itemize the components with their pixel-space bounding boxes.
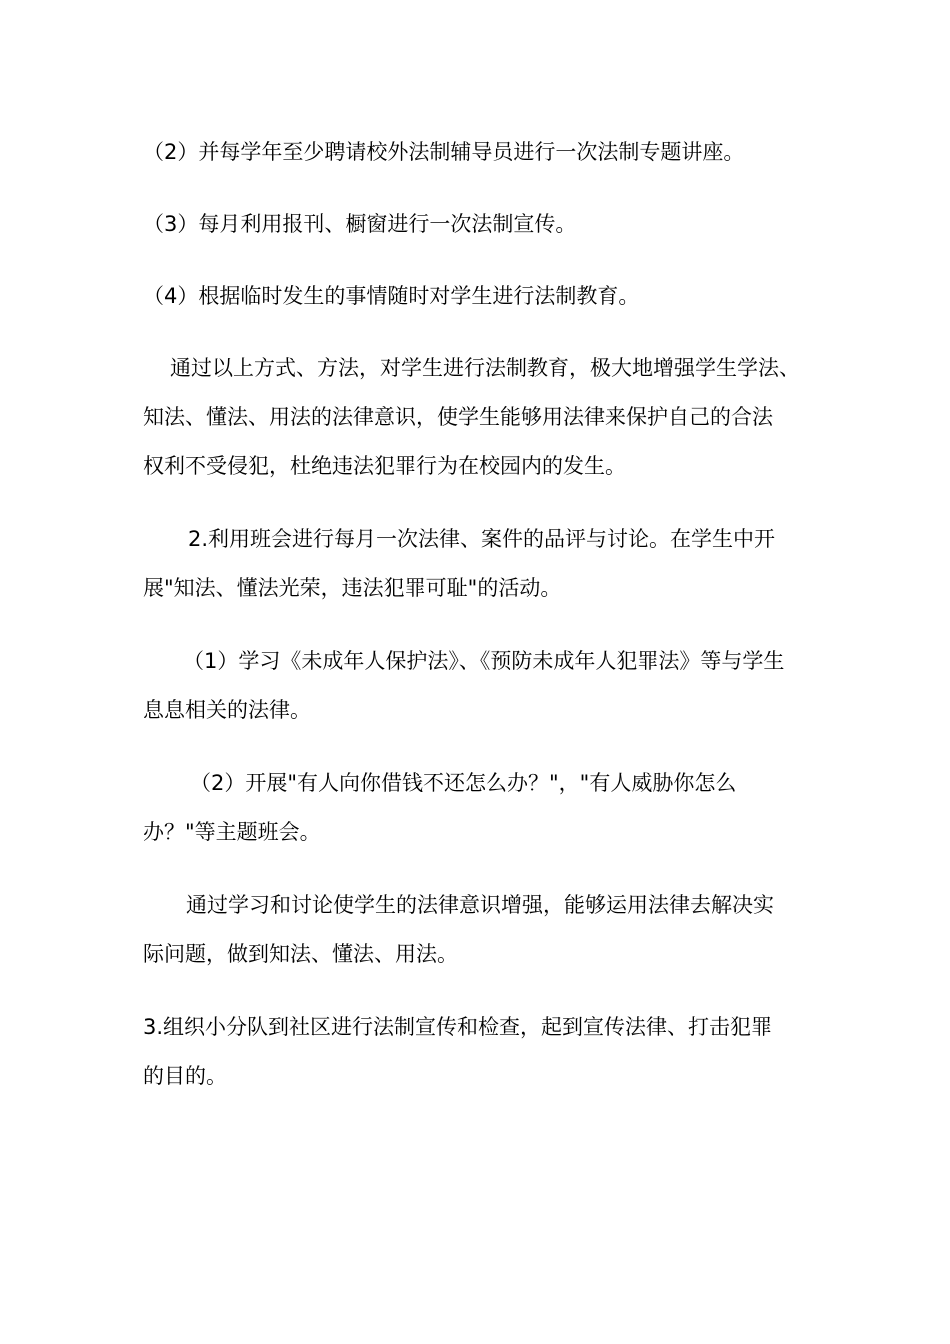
paragraph-line: （1）学习《未成年人保护法》、《预防未成年人犯罪法》等与学生 [183,649,785,673]
paragraph-line: 息息相关的法律。 [143,698,311,722]
paragraph-line: （2）并每学年至少聘请校外法制辅导员进行一次法制专题讲座。 [143,140,745,164]
paragraph-line: 2.利用班会进行每月一次法律、案件的品评与讨论。在学生中开 [188,527,776,551]
paragraph-line: 权利不受侵犯，杜绝违法犯罪行为在校园内的发生。 [143,454,626,478]
paragraph-line: 展"知法、懂法光荣，违法犯罪可耻"的活动。 [143,576,562,600]
paragraph-line: 办？"等主题班会。 [143,820,321,844]
paragraph-line: （2）开展"有人向你借钱不还怎么办？"，"有人威胁你怎么 [190,771,737,795]
paragraph-line: 际问题，做到知法、懂法、用法。 [143,942,458,966]
paragraph-line: 通过以上方式、方法，对学生进行法制教育，极大地增强学生学法、 [170,356,800,380]
paragraph-line: 知法、懂法、用法的法律意识，使学生能够用法律来保护自己的合法 [143,405,773,429]
paragraph-line: （3）每月利用报刊、橱窗进行一次法制宣传。 [143,212,577,236]
paragraph-line: 的目的。 [143,1064,227,1088]
paragraph-line: 通过学习和讨论使学生的法律意识增强，能够运用法律去解决实 [186,893,774,917]
paragraph-line: （4）根据临时发生的事情随时对学生进行法制教育。 [143,284,640,308]
paragraph-line: 3.组织小分队到社区进行法制宣传和检查，起到宣传法律、打击犯罪 [143,1015,773,1039]
